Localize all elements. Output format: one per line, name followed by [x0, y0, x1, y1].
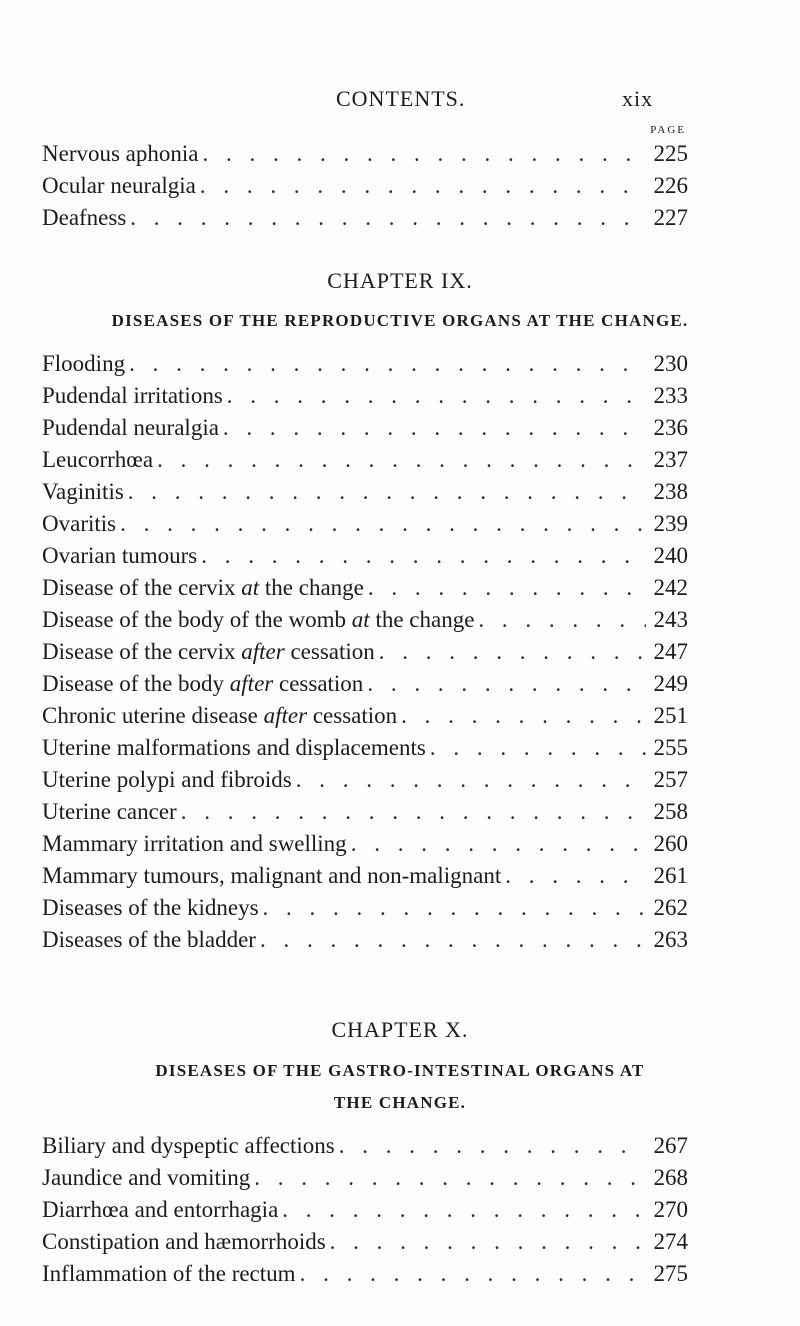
toc-entry — [42, 476, 688, 508]
intro-entry-list — [42, 138, 688, 234]
toc-entry — [42, 412, 688, 444]
dot-leader — [128, 476, 646, 508]
toc-entry — [42, 604, 688, 636]
dot-leader — [379, 636, 646, 668]
toc-entry — [42, 828, 688, 860]
page-folio: xix — [622, 86, 654, 111]
chapter-x-entry-list — [42, 1130, 688, 1290]
toc-entry-page: 267 — [653, 1133, 688, 1158]
dot-leader — [296, 764, 646, 796]
chapter-x-subtitle-line-2: THE CHANGE. — [333, 1093, 467, 1112]
toc-entry — [42, 444, 688, 476]
toc-entry-page: 262 — [653, 895, 688, 920]
toc-entry-page: 260 — [653, 831, 688, 856]
toc-entry — [42, 138, 688, 170]
toc-entry-title: Uterine cancer — [42, 799, 177, 824]
toc-entry-title: Mammary irritation and swelling — [42, 831, 347, 856]
dot-leader — [200, 170, 646, 202]
toc-entry-page: 233 — [653, 383, 688, 408]
dot-leader — [157, 444, 646, 476]
toc-entry-page: 230 — [653, 351, 688, 376]
toc-entry-page: 225 — [653, 141, 688, 166]
dot-leader — [260, 924, 646, 956]
dot-leader — [254, 1162, 646, 1194]
toc-entry-title: Diarrhœa and entorrhagia — [42, 1197, 279, 1222]
toc-entry-page: 240 — [653, 543, 688, 568]
dot-leader — [120, 508, 646, 540]
toc-entry-page: 257 — [653, 767, 688, 792]
chapter-ix-entry-list — [42, 348, 688, 956]
toc-entry-page: 274 — [653, 1229, 688, 1254]
toc-entry-title: Flooding — [42, 351, 126, 376]
toc-entry — [42, 572, 688, 604]
toc-entry-title: Disease of the cervix at the change — [42, 575, 364, 600]
toc-entry-title: Disease of the cervix after cessation — [42, 639, 375, 664]
dot-leader — [227, 380, 646, 412]
dot-leader — [300, 1258, 646, 1290]
toc-entry-title: Mammary tumours, malignant and non-malignant — [42, 863, 502, 888]
toc-entry-title: Disease of the body of the womb at the change — [42, 607, 475, 632]
toc-entry — [42, 860, 688, 892]
toc-entry-title: Biliary and dyspeptic affections — [42, 1133, 335, 1158]
toc-entry — [42, 796, 688, 828]
dot-leader — [201, 540, 646, 572]
toc-entry-page: 268 — [653, 1165, 688, 1190]
toc-entry — [42, 540, 688, 572]
dot-leader — [130, 202, 646, 234]
toc-entry — [42, 508, 688, 540]
toc-entry — [42, 636, 688, 668]
running-head — [0, 86, 800, 116]
dot-leader — [263, 892, 646, 924]
toc-entry-title: Pudendal neuralgia — [42, 415, 219, 440]
toc-entry — [42, 170, 688, 202]
toc-entry-page: 239 — [653, 511, 688, 536]
page-column-label: PAGE — [650, 124, 686, 136]
toc-entry — [42, 380, 688, 412]
dot-leader — [401, 700, 646, 732]
toc-entry-title: Disease of the body after cessation — [42, 671, 364, 696]
toc-entry-title: Ocular neuralgia — [42, 173, 196, 198]
toc-entry — [42, 764, 688, 796]
toc-entry-page: 251 — [653, 703, 688, 728]
toc-entry-title: Ovaritis — [42, 511, 117, 536]
toc-entry-title: Vaginitis — [42, 479, 124, 504]
toc-entry — [42, 348, 688, 380]
toc-entry-page: 227 — [653, 205, 688, 230]
dot-leader — [282, 1194, 646, 1226]
toc-entry-title: Nervous aphonia — [42, 141, 199, 166]
toc-entry-page: 249 — [653, 671, 688, 696]
dot-leader — [367, 668, 646, 700]
chapter-ix-heading: CHAPTER IX. — [327, 268, 473, 293]
dot-leader — [478, 604, 646, 636]
toc-entry-page: 247 — [653, 639, 688, 664]
toc-entry-page: 263 — [653, 927, 688, 952]
chapter-x-subtitle-line-1: DISEASES OF THE GASTRO-INTESTINAL ORGANS AT — [155, 1061, 645, 1080]
toc-entry — [42, 892, 688, 924]
toc-entry-title: Constipation and hæmorrhoids — [42, 1229, 326, 1254]
toc-entry — [42, 1226, 688, 1258]
toc-entry-title: Diseases of the bladder — [42, 927, 256, 952]
toc-entry-page: 226 — [653, 173, 688, 198]
dot-leader — [203, 138, 647, 170]
toc-entry-page: 270 — [653, 1197, 688, 1222]
dot-leader — [339, 1130, 646, 1162]
toc-entry-page: 238 — [653, 479, 688, 504]
toc-entry-page: 255 — [653, 735, 688, 760]
toc-entry — [42, 1162, 688, 1194]
toc-entry — [42, 668, 688, 700]
toc-entry — [42, 1194, 688, 1226]
toc-entry-title: Leucorrhœa — [42, 447, 154, 472]
toc-entry-title: Pudendal irritations — [42, 383, 223, 408]
dot-leader — [430, 732, 646, 764]
toc-entry-page: 261 — [653, 863, 688, 888]
dot-leader — [505, 860, 646, 892]
toc-entry-page: 237 — [653, 447, 688, 472]
toc-entry-title: Deafness — [42, 205, 127, 230]
dot-leader — [181, 796, 646, 828]
toc-entry-title: Uterine malformations and displacements — [42, 735, 426, 760]
toc-entry-page: 242 — [653, 575, 688, 600]
chapter-x-heading: CHAPTER X. — [331, 1017, 469, 1042]
dot-leader — [330, 1226, 646, 1258]
dot-leader — [223, 412, 646, 444]
toc-entry-title: Ovarian tumours — [42, 543, 198, 568]
toc-entry-title: Inflammation of the rectum — [42, 1261, 296, 1286]
dot-leader — [351, 828, 646, 860]
toc-entry-page: 258 — [653, 799, 688, 824]
chapter-ix-subtitle: DISEASES OF THE REPRODUCTIVE ORGANS AT THE CHANGE. — [111, 311, 689, 330]
toc-entry — [42, 924, 688, 956]
toc-entry-page: 243 — [653, 607, 688, 632]
dot-leader — [129, 348, 646, 380]
toc-entry-title: Jaundice and vomiting — [42, 1165, 251, 1190]
toc-entry — [42, 1258, 688, 1290]
toc-entry-title: Chronic uterine disease after cessation — [42, 703, 398, 728]
toc-entry — [42, 1130, 688, 1162]
toc-entry — [42, 700, 688, 732]
toc-entry-page: 236 — [653, 415, 688, 440]
toc-entry-title: Uterine polypi and fibroids — [42, 767, 292, 792]
running-head-title: CONTENTS. — [336, 86, 466, 111]
toc-entry — [42, 202, 688, 234]
toc-entry — [42, 732, 688, 764]
toc-entry-page: 275 — [653, 1261, 688, 1286]
toc-entry-title: Diseases of the kidneys — [42, 895, 259, 920]
dot-leader — [368, 572, 646, 604]
